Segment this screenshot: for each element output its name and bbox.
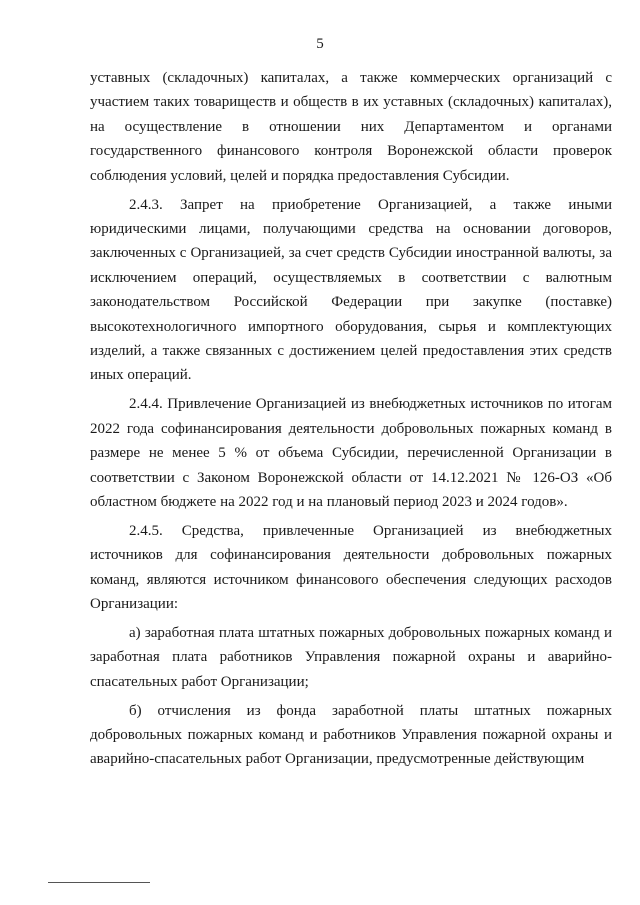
footer-rule xyxy=(48,882,150,883)
paragraph-2-4-3: 2.4.3. Запрет на приобретение Организацией, а также иными юридическими лицами, получающими средства на основании договоров, заключенных с Организацией, за счет средств Субсидии иностранной валюты, за исключением операций, осуществляемых в соответствии с валютным законодательством Российской Федерации при закупке (поставке) высокотехнологичного импортного оборудования, сырья и комплектующих изделий, а также связанных с достижением целей предоставления этих средств иных операций. xyxy=(90,196,612,384)
paragraph-item-a: а) заработная плата штатных пожарных добровольных пожарных команд и заработная плата работников Управления пожарной охраны и аварийно-спасательных работ Организации; xyxy=(90,624,612,690)
page-number: 5 xyxy=(316,36,324,52)
paragraph-2-4-5: 2.4.5. Средства, привлеченные Организацией из внебюджетных источников для софинансирования деятельности добровольных пожарных команд, являются источником финансового обеспечения следующих расходов Организации: xyxy=(90,522,612,613)
paragraph-item-b: б) отчисления из фонда заработной платы штатных пожарных добровольных пожарных команд и работников Управления пожарной охраны и аварийно-спасательных работ Организации, предусмотренные действующим xyxy=(90,702,612,768)
paragraph-2-4-4: 2.4.4. Привлечение Организацией из внебюджетных источников по итогам 2022 года софинансирования деятельности добровольных пожарных команд в размере не менее 5 % от объема Субсидии, перечисленной Организации в соответствии с Законом Воронежской области от 14.12.2021 № 126-ОЗ «Об областном бюджете на 2022 год и на плановый период 2023 и 2024 годов». xyxy=(90,396,612,510)
paragraph-continuation: уставных (складочных) капиталах, а также коммерческих организаций с участием таких товариществ и обществ в их уставных (складочных) капиталах), на осуществление в отношении них Департаментом и органами государственного финансового контроля Воронежской области проверок соблюдения условий, целей и порядка предоставления Субсидии. xyxy=(90,70,612,184)
document-body xyxy=(90,66,612,772)
